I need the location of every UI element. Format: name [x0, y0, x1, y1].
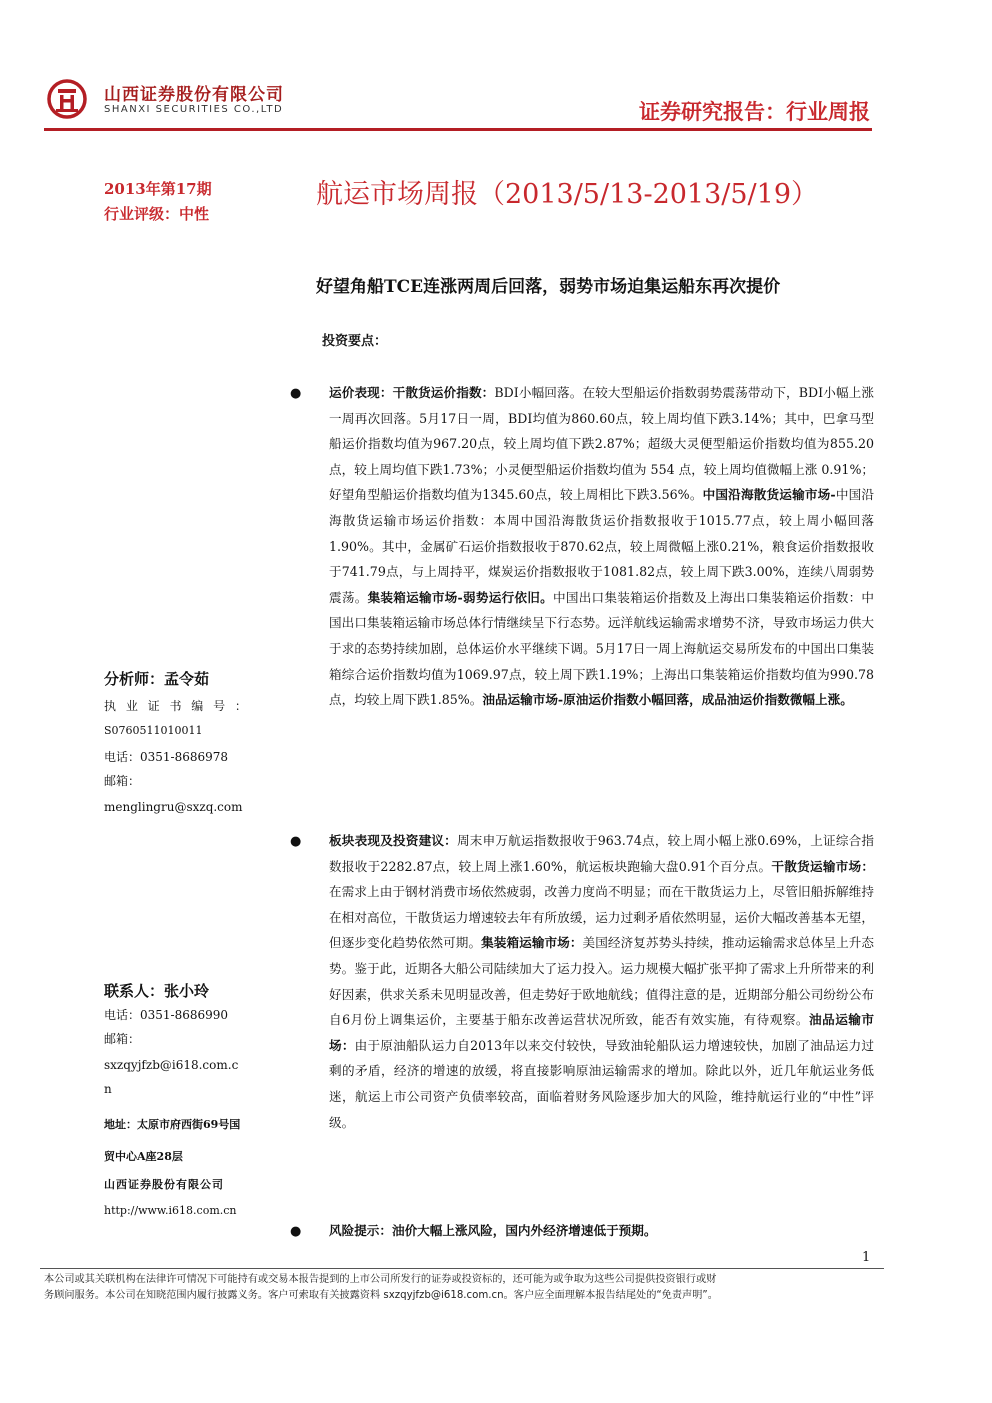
paragraph-bold-run: 风险提示：油价大幅上涨风险，国内外经济增速低于预期。 — [329, 1223, 657, 1238]
bullet-icon: ● — [290, 1224, 302, 1239]
contact-name: 联系人：张小玲 — [104, 982, 210, 1000]
disclaimer-line: 务顾问服务。本公司在知晓范围内履行披露义务。客户可索取有关披露资料 sxzqyjfzb@i618.com.cn。客户应全面理解本报告结尾处的“免责声明”。 — [44, 1290, 718, 1301]
analyst-email-label: 邮箱： — [104, 774, 141, 788]
paragraph-text-run: 中国沿海散货运输市场运价指数：本周中国沿海散货运价指数报收于1015.77点，较上周小幅回落1.90%。其中，金属矿石运价指数报收于870.62点，较上周微幅上涨0.21%，粮食运价指数报收于741.79点，与上周持平，煤炭运价指数报收于1081.82点，较上周下跌3.00%，连续八周弱势震荡。 — [329, 487, 874, 605]
section-paragraph-sector — [329, 828, 874, 1135]
section-paragraph-risk — [329, 1218, 874, 1244]
contact-email-continued[interactable]: n — [104, 1082, 112, 1096]
contact-company: 山西证券股份有限公司 — [104, 1178, 224, 1191]
paragraph-bold-run: 板块表现及投资建议： — [329, 833, 457, 848]
analyst-cert-label: 执 业 证 书 编 号 ： — [104, 699, 250, 713]
paragraph-bold-run: 中国沿海散货运输市场- — [702, 487, 836, 503]
contact-phone: 电话：0351-8686990 — [104, 1008, 229, 1022]
paragraph-text-run: BDI小幅回落。在较大型船运价指数弱势震荡带动下，BDI小幅上涨一周再次回落。5月17日一周，BDI均值为860.60点，较上周均值下跌3.14%；其中，巴拿马型船运价指数均值为967.20点，较上周均值下跌2.87%；超级大灵便型船运价指数均值为855.20点，较上周均值下跌1.73%；小灵便型船运价指数均值为 554 点，较上周均值微幅上涨 0.91%；好望角型船运价指数均值为1345.60点，较上周相比下跌3.56%。 — [329, 385, 874, 503]
analyst-phone: 电话：0351-8686978 — [104, 750, 229, 764]
contact-email-label: 邮箱： — [104, 1032, 141, 1046]
report-type-title: 证券研究报告：行业周报 — [639, 100, 870, 124]
bullet-icon: ● — [290, 834, 302, 849]
analyst-cert-number: S0760511010011 — [104, 724, 203, 737]
paragraph-text-run: 由于原油船队运力自2013年以来交付较快，导致油轮船队运力增速较快，加剧了油品运力过剩的矛盾，经济的增速的放缓，将直接影响原油运输需求的增加。除此以外，近几年航运业务低迷，航运上市公司资产负债率较高，面临着财务风险逐步加大的风险，维持航运行业的“中性”评级。 — [329, 1037, 874, 1130]
bullet-icon: ● — [290, 386, 302, 401]
header-divider — [44, 128, 872, 131]
analyst-email[interactable]: menglingru@sxzq.com — [104, 800, 243, 814]
investment-points-heading: 投资要点： — [322, 334, 388, 349]
company-name-en: SHANXI SECURITIES CO.,LTD — [104, 104, 284, 115]
contact-address-continued: 贸中心A座28层 — [104, 1150, 183, 1163]
paragraph-bold-run: 油品运输市场： — [329, 1012, 874, 1053]
company-website-link[interactable]: http://www.i618.com.cn — [104, 1204, 237, 1217]
analyst-name: 分析师：孟令茹 — [104, 670, 210, 688]
industry-rating: 行业评级：中性 — [104, 205, 210, 223]
paragraph-bold-run: 运价表现：干散货运价指数： — [329, 385, 495, 400]
paragraph-text-run: 周末申万航运指数报收于963.74点，较上周小幅上涨0.69%，上证综合指数报收于2282.87点，较上周上涨1.60%，航运板块跑输大盘0.91个百分点。 — [329, 833, 875, 874]
paragraph-bold-run: 集装箱运输市场： — [481, 935, 583, 951]
contact-address: 地址：太原市府西街69号国 — [104, 1118, 241, 1131]
shanxi-securities-logo-icon — [46, 78, 88, 120]
contact-email[interactable]: sxzqyjfzb@i618.com.c — [104, 1058, 239, 1072]
paragraph-text-run: 在需求上由于钢材消费市场依然疲弱，改善力度尚不明显；而在干散货运力上，尽管旧船拆解维持在相对高位，干散货运力增速较去年有所放缓，运力过剩矛盾依然明显，运价大幅改善基本无望，但逐步变化趋势依然可期。 — [329, 884, 874, 951]
paragraph-bold-run: 干散货运输市场： — [771, 858, 874, 874]
paragraph-bold-run: 油品运输市场-原油运价指数小幅回落，成品油运价指数微幅上涨。 — [482, 692, 853, 708]
report-subtitle: 好望角船TCE连涨两周后回落，弱势市场迫集运船东再次提价 — [316, 277, 781, 297]
page-number: 1 — [862, 1250, 871, 1265]
footer-divider — [40, 1268, 884, 1269]
paragraph-bold-run: 集装箱运输市场-弱势运行依旧。 — [367, 589, 553, 605]
section-paragraph-freight — [329, 380, 874, 713]
disclaimer — [44, 1272, 884, 1304]
issue-number: 2013年第17期 — [104, 180, 212, 198]
paragraph-text-run: 美国经济复苏势头持续，推动运输需求总体呈上升态势。鉴于此，近期各大船公司陆续加大了运力投入。运力规模大幅扩张平抑了需求上升所带来的利好因素，供求关系未见明显改善，但走势好于欧地航线；值得注意的是，近期部分船公司纷纷公布自6月份上调集运价，主要基于船东改善运营状况所致，能否有效实施，有待观察。 — [329, 935, 875, 1028]
disclaimer-line: 本公司或其关联机构在法律许可情况下可能持有或交易本报告提到的上市公司所发行的证券或投资标的，还可能为或争取为这些公司提供投资银行或财 — [44, 1274, 717, 1285]
paragraph-text-run: 中国出口集装箱运价指数及上海出口集装箱运价指数：中国出口集装箱运输市场总体行情继续呈下行态势。远洋航线运输需求增势不济，导致市场运力供大于求的态势持续加剧，总体运价水平继续下调。5月17日一周上海航运交易所发布的中国出口集装箱综合运价指数均值为1069.97点，较上周下跌1.19%；上海出口集装箱运价指数均值为990.78点，均较上周下跌1.85%。 — [329, 589, 875, 708]
report-main-title: 航运市场周报（2013/5/13-2013/5/19） — [316, 179, 819, 210]
company-name-cn: 山西证券股份有限公司 — [104, 85, 284, 105]
